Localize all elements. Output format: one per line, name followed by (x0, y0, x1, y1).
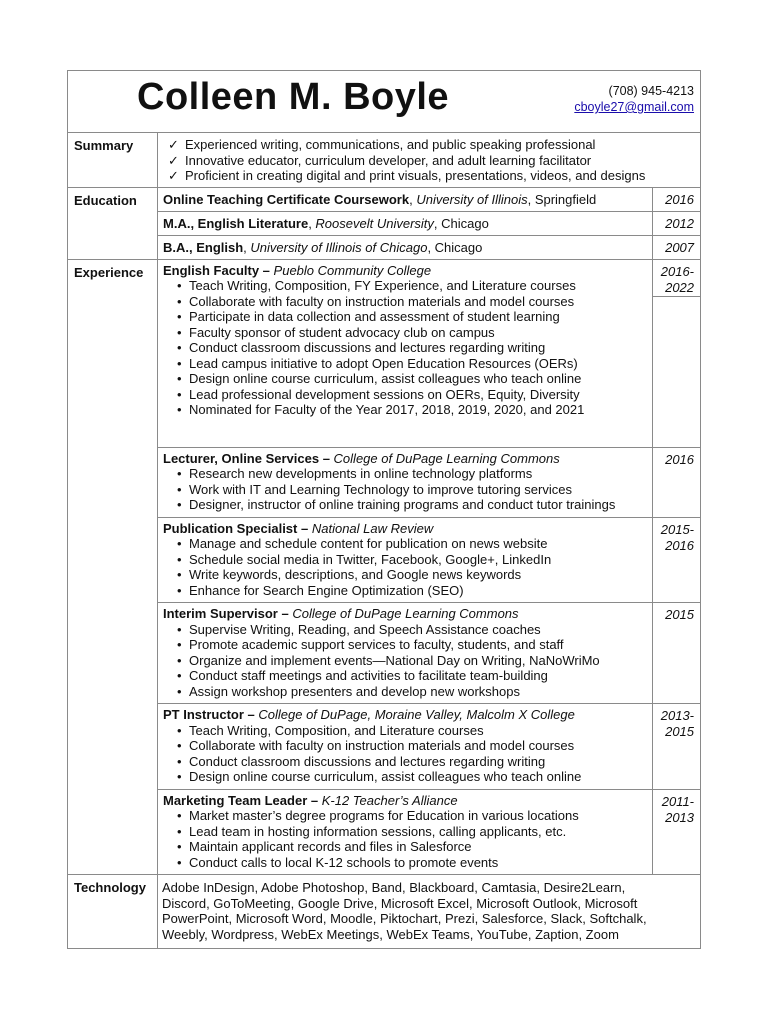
job-bullets (163, 466, 648, 513)
education-entry (158, 235, 653, 259)
job-bullet: • Faculty sponsor of student advocacy club on campus (177, 325, 648, 341)
job-entry (158, 704, 653, 790)
checkmark-icon: ✓ (168, 168, 179, 183)
experience-label: Experience (68, 259, 158, 875)
job-position: Publication Specialist – (163, 520, 309, 536)
school-city: , Springfield (527, 191, 597, 207)
job-position: Lecturer, Online Services – (163, 450, 330, 466)
resume-table (67, 70, 701, 949)
summary-item (168, 153, 700, 169)
job-organization: College of DuPage Learning Commons (292, 606, 519, 621)
technology-label: Technology (68, 875, 158, 949)
technology-row (68, 875, 701, 949)
job-bullets (163, 723, 648, 785)
education-row (68, 187, 701, 211)
job-bullet: • Lead professional development sessions on OERs, Equity, Diversity (177, 387, 648, 403)
job-organization: K-12 Teacher’s Alliance (321, 792, 458, 808)
summary-row (68, 133, 701, 188)
job-bullet: • Teach Writing, Composition, and Literature courses (177, 723, 648, 739)
experience-row (68, 447, 701, 517)
job-entry (158, 603, 653, 704)
technology-line: Adobe InDesign, Adobe Photoshop, Band, Blackboard, Camtasia, Desire2Learn, (162, 880, 626, 895)
job-bullet: • Lead campus initiative to adopt Open Education Resources (OERs) (177, 356, 648, 372)
experience-row (68, 789, 701, 875)
job-title (163, 793, 648, 809)
degree-name: Online Teaching Certificate Coursework (163, 191, 410, 207)
job-entry (158, 259, 653, 447)
job-bullet: • Conduct classroom discussions and lectures regarding writing (177, 340, 648, 356)
job-entry (158, 447, 653, 517)
degree-name: M.A., English Literature (163, 215, 309, 231)
checkmark-icon: ✓ (168, 137, 179, 152)
degree-name: B.A., English (163, 239, 244, 255)
summary-list (158, 133, 700, 187)
job-entry (158, 517, 653, 603)
job-organization: College of DuPage Learning Commons (333, 450, 560, 466)
experience-row (68, 259, 701, 296)
education-year: 2007 (653, 235, 701, 259)
candidate-name: Colleen M. Boyle (137, 76, 450, 118)
job-organization: College of DuPage, Moraine Valley, Malcolm X College (258, 707, 575, 722)
job-year: 2015 (653, 603, 701, 704)
summary-item (168, 168, 700, 184)
technology-cell (158, 875, 701, 949)
job-bullet: • Organize and implement events—National Day on Writing, NaNoWriMo (177, 653, 648, 669)
job-bullets (163, 622, 648, 700)
job-title (163, 707, 648, 723)
experience-section (68, 259, 701, 875)
school-city: , Chicago (427, 239, 483, 255)
job-entry (158, 789, 653, 875)
job-bullet: • Nominated for Faculty of the Year 2017, 2018, 2019, 2020, and 2021 (177, 402, 648, 418)
technology-line: Discord, GoToMeeting, Google Drive, Microsoft Excel, Microsoft Outlook, Microsoft (162, 895, 638, 911)
education-line: Online Teaching Certificate Coursework, University of Illinois, Springfield (163, 191, 597, 207)
email-link[interactable]: cboyle27@gmail.com (574, 100, 695, 114)
school-name: University of Illinois (416, 191, 528, 207)
summary-item (168, 137, 700, 153)
job-bullet: • Lead team in hosting information sessions, calling applicants, etc. (177, 824, 648, 840)
job-position: Marketing Team Leader – (163, 792, 319, 808)
contact-block (574, 83, 694, 115)
job-bullets (163, 536, 648, 598)
job-bullet: • Manage and schedule content for publication on news website (177, 536, 648, 552)
summary-cell (158, 133, 701, 188)
phone-number: (708) 945-4213 (608, 84, 695, 98)
job-bullets (163, 278, 648, 418)
summary-label: Summary (68, 133, 158, 188)
education-label: Education (68, 187, 158, 259)
school-city: , Chicago (433, 215, 489, 231)
job-bullet: • Enhance for Search Engine Optimization (SEO) (177, 583, 648, 599)
job-bullet: • Promote academic support services to faculty, students, and staff (177, 637, 648, 653)
job-position: English Faculty – (163, 262, 270, 278)
job-year: 2016 (653, 447, 701, 517)
job-bullet: • Schedule social media in Twitter, Facebook, Google+, LinkedIn (177, 552, 648, 568)
job-bullet: • Design online course curriculum, assist colleagues who teach online (177, 769, 648, 785)
job-bullet: • Write keywords, descriptions, and Google news keywords (177, 567, 648, 583)
technology-line: Weebly, Wordpress, WebEx Meetings, WebEx Teams, YouTube, Zaption, Zoom (162, 926, 619, 942)
job-bullet: • Conduct staff meetings and activities to facilitate team-building (177, 668, 648, 684)
header-cell (68, 71, 701, 133)
job-bullet: • Designer, instructor of online training programs and conduct tutor trainings (177, 497, 648, 513)
education-year: 2016 (653, 187, 701, 211)
school-name: Roosevelt University (315, 215, 434, 231)
summary-item-text: Experienced writing, communications, and public speaking professional (185, 137, 596, 152)
job-year: 2013- 2015 (653, 704, 701, 790)
education-row (68, 211, 701, 235)
job-organization: National Law Review (311, 520, 434, 536)
experience-row (68, 517, 701, 603)
education-row (68, 235, 701, 259)
job-position: PT Instructor – (163, 707, 255, 722)
empty-year-cell (653, 296, 701, 447)
job-year: 2011- 2013 (653, 789, 701, 875)
summary-item-text: Innovative educator, curriculum developer, and adult learning facilitator (185, 152, 592, 168)
job-title (163, 606, 648, 622)
job-bullet: • Maintain applicant records and files in Salesforce (177, 839, 648, 855)
job-bullet: • Collaborate with faculty on instruction materials and model courses (177, 738, 648, 754)
job-bullet: • Teach Writing, Composition, FY Experience, and Literature courses (177, 278, 648, 294)
job-bullet: • Collaborate with faculty on instruction materials and model courses (177, 294, 648, 310)
job-year: 2016- 2022 (653, 259, 701, 296)
job-bullet: • Conduct classroom discussions and lectures regarding writing (177, 754, 648, 770)
checkmark-icon: ✓ (168, 152, 179, 168)
job-title (163, 263, 648, 279)
job-bullet: • Work with IT and Learning Technology to improve tutoring services (177, 482, 648, 498)
job-bullet: • Design online course curriculum, assist colleagues who teach online (177, 371, 648, 387)
education-entry (158, 187, 653, 211)
job-organization: Pueblo Community College (273, 262, 432, 278)
job-bullet: • Conduct calls to local K-12 schools to promote events (177, 855, 648, 871)
education-year: 2012 (653, 211, 701, 235)
job-bullet: • Assign workshop presenters and develop new workshops (177, 684, 648, 700)
experience-row (68, 704, 701, 790)
job-bullet: • Participate in data collection and assessment of student learning (177, 309, 648, 325)
education-line: B.A., English, University of Illinois of Chicago, Chicago (163, 239, 483, 255)
job-bullet: • Supervise Writing, Reading, and Speech Assistance coaches (177, 622, 648, 638)
job-bullet: • Research new developments in online technology platforms (177, 466, 648, 482)
job-title (163, 451, 648, 467)
education-line: M.A., English Literature, Roosevelt University, Chicago (163, 215, 489, 231)
summary-item-text: Proficient in creating digital and print visuals, presentations, videos, and designs (185, 168, 646, 183)
school-name: University of Illinois of Chicago (250, 239, 428, 255)
job-bullets (163, 808, 648, 870)
job-bullet: • Market master’s degree programs for Education in various locations (177, 808, 648, 824)
experience-row (68, 603, 701, 704)
job-position: Interim Supervisor – (163, 606, 289, 621)
technology-line: PowerPoint, Microsoft Word, Moodle, Piktochart, Prezi, Salesforce, Slack, Softchalk, (162, 911, 647, 926)
education-entry (158, 211, 653, 235)
job-year: 2015- 2016 (653, 517, 701, 603)
education-section (68, 187, 701, 259)
job-title (163, 521, 648, 537)
header-row (68, 71, 701, 133)
